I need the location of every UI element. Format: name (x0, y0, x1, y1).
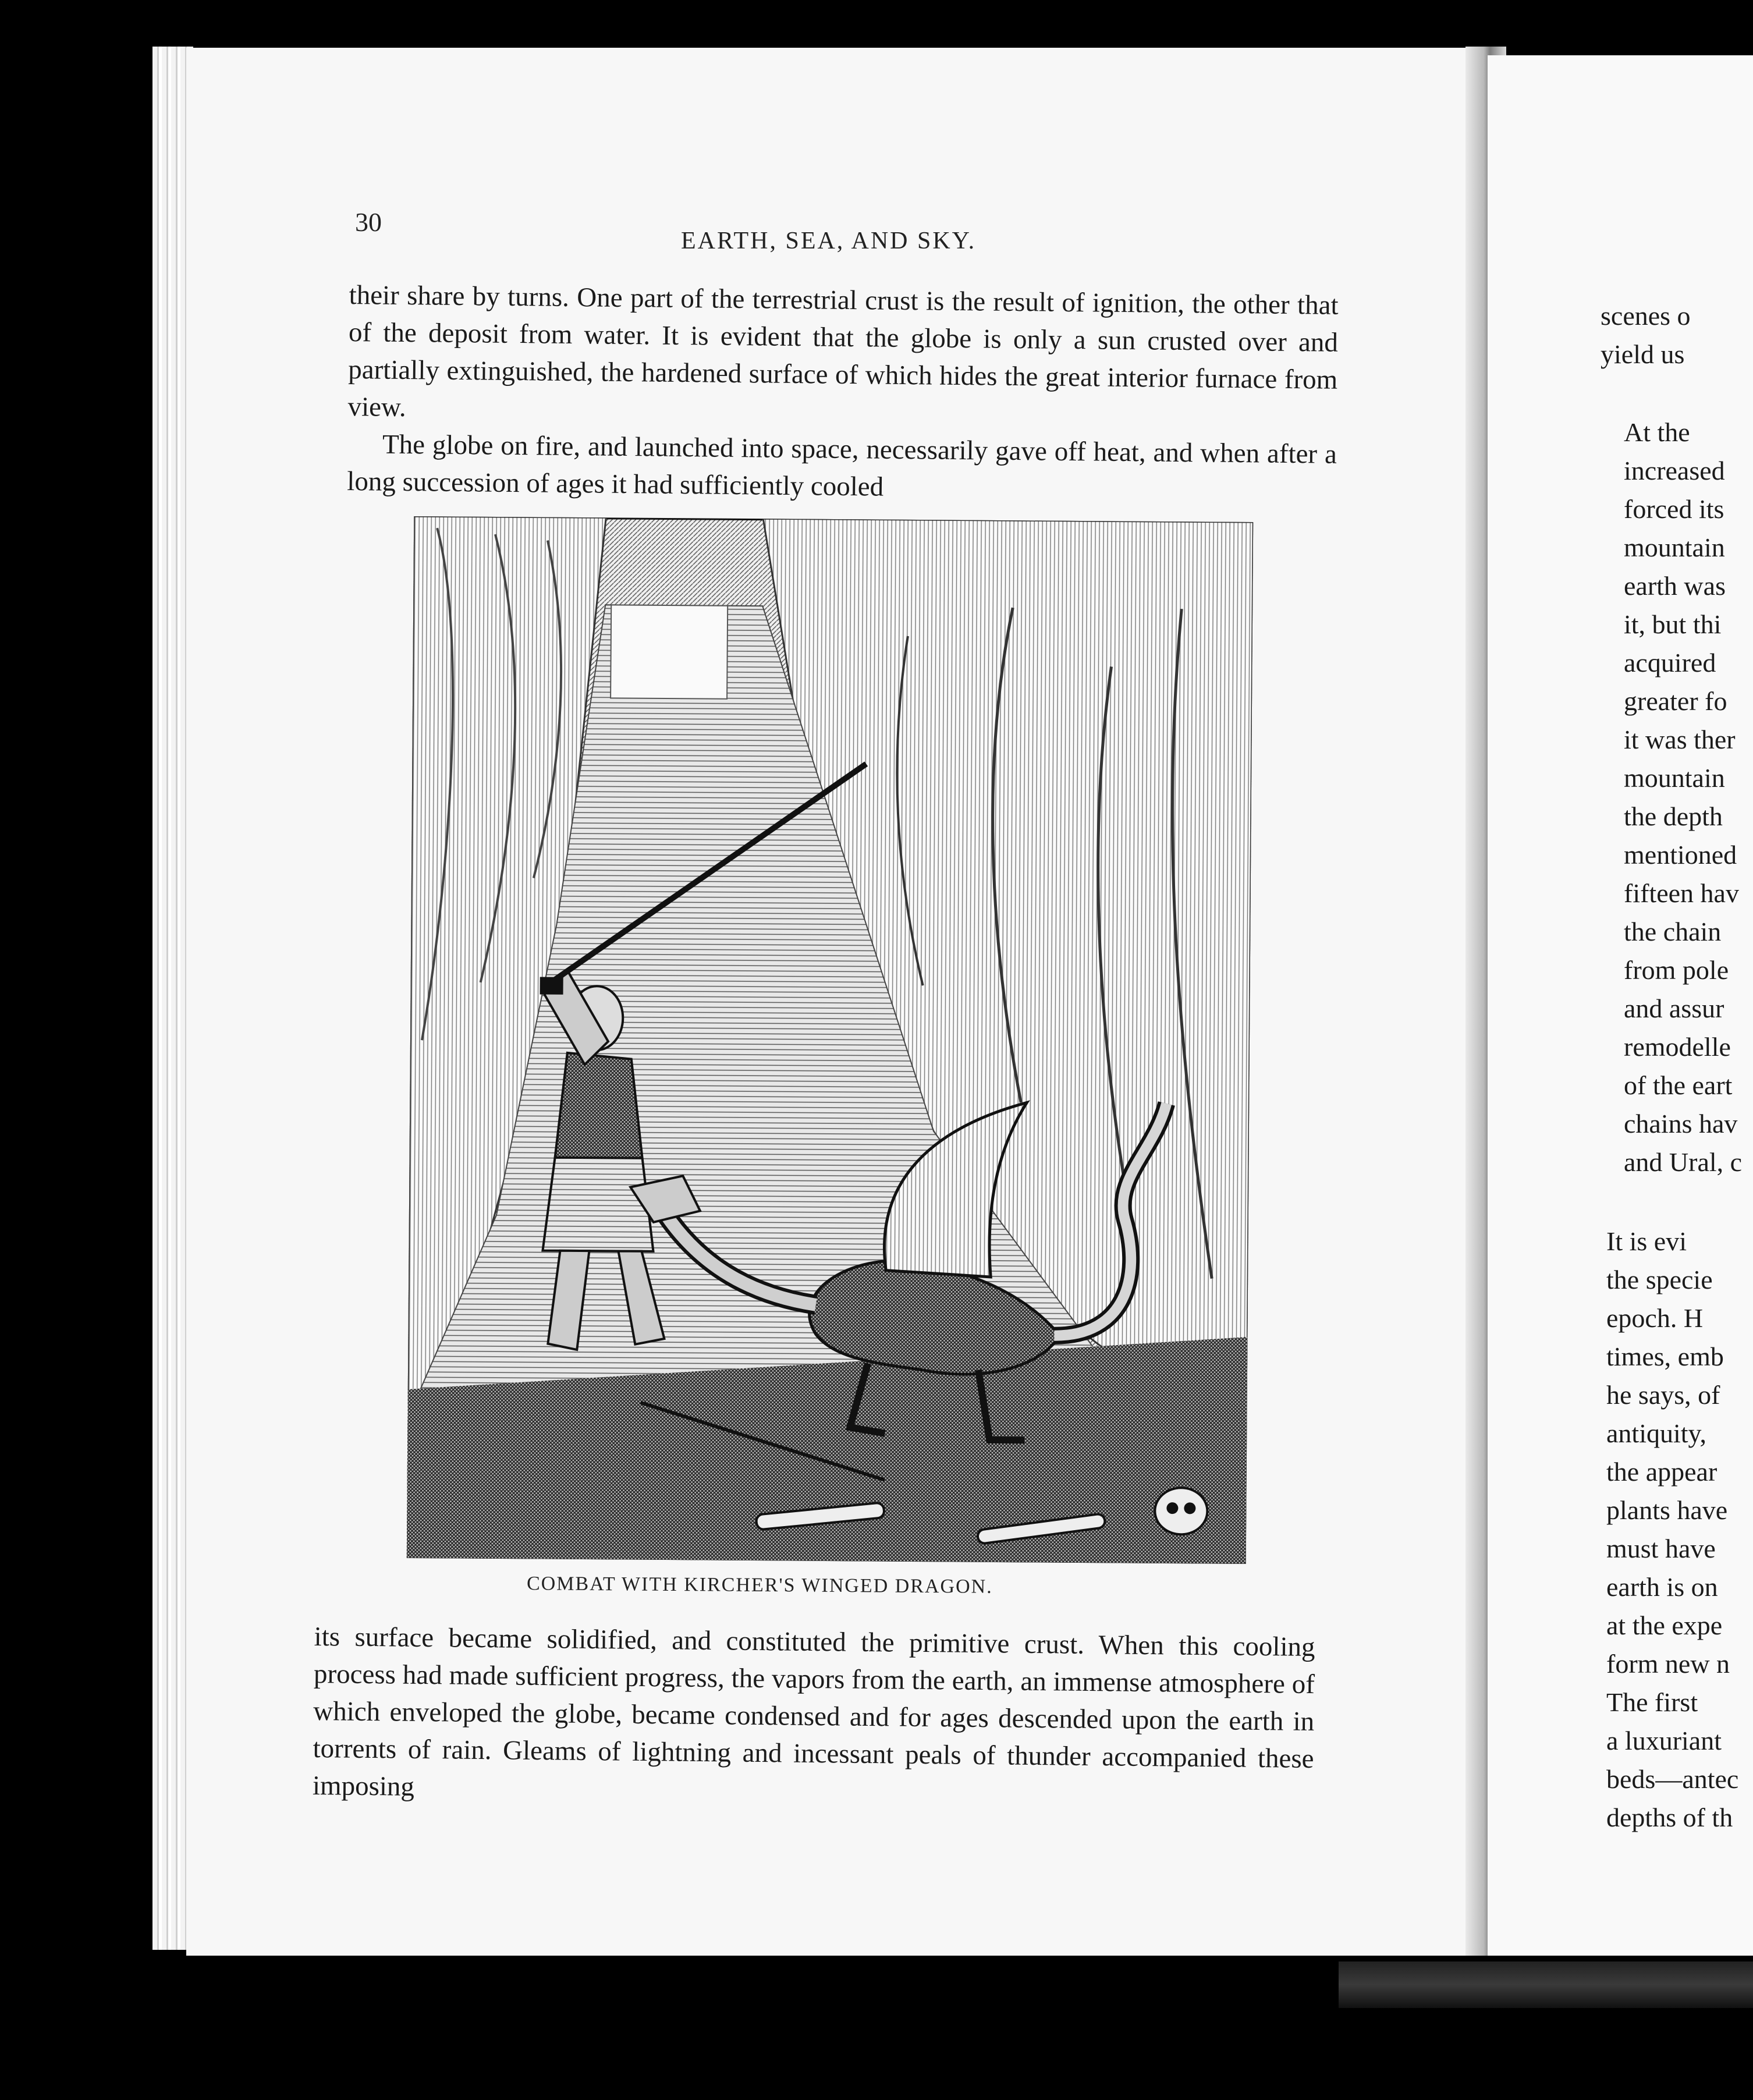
right-line: earth is on (1606, 1572, 1718, 1602)
right-line: the specie (1606, 1265, 1713, 1294)
right-line: and Ural, c (1624, 1147, 1743, 1177)
right-line: times, emb (1606, 1342, 1724, 1371)
text-top (347, 276, 1339, 510)
book-cover-edge (1339, 1961, 1753, 2008)
right-line: form new n (1606, 1649, 1730, 1679)
right-line: at the expe (1606, 1611, 1723, 1640)
right-line: fifteen hav (1624, 878, 1739, 908)
running-head: EARTH, SEA, AND SKY. (681, 228, 977, 254)
right-line: it, but thi (1624, 609, 1722, 639)
right-line: mountain (1624, 763, 1725, 793)
right-line: it was ther (1624, 725, 1736, 754)
right-line: the appear (1606, 1457, 1717, 1487)
right-line: epoch. H (1606, 1303, 1704, 1333)
right-line: antiquity, (1606, 1418, 1707, 1448)
illustration-caption: COMBAT WITH KIRCHER'S WINGED DRAGON. (526, 1573, 993, 1598)
right-line: he says, of (1606, 1380, 1720, 1410)
right-line: scenes o (1601, 301, 1691, 331)
right-line: plants have (1606, 1495, 1728, 1525)
right-line: the depth (1624, 801, 1723, 831)
text-bottom (313, 1618, 1315, 1815)
right-line: depths of th (1606, 1803, 1733, 1832)
paragraph-2: The globe on fire, and launched into space, necessarily gave off heat, and when after a long succession of ages it had sufficiently cooled (347, 429, 1337, 502)
page-number: 30 (355, 207, 382, 237)
right-line: The first (1606, 1687, 1698, 1717)
right-line: a luxuriant (1606, 1726, 1722, 1755)
right-line: At the (1624, 417, 1690, 447)
right-page-text-group-2 (1624, 413, 1753, 1182)
right-line: increased (1624, 456, 1725, 485)
right-line: beds—antec (1606, 1764, 1739, 1794)
right-line: It is evi (1606, 1226, 1687, 1256)
engraving-illustration (407, 516, 1253, 1564)
right-line: greater fo (1624, 686, 1727, 716)
right-line: forced its (1624, 494, 1724, 524)
right-page-text-group-1 (1601, 297, 1753, 374)
right-line: of the eart (1624, 1070, 1733, 1100)
right-page-text-group-3 (1606, 1222, 1753, 1837)
right-line: the chain (1624, 917, 1722, 946)
right-line: from pole (1624, 955, 1729, 985)
right-line: and assur (1624, 994, 1724, 1023)
paragraph-3: its surface became solidified, and constituted the primitive crust. When this cooling process had made sufficient progress, the vapors from the earth, an immense atmosphere of which enveloped the globe, became condensed and for ages descended upon the earth in torrents of rain. Gleams of lightning and incessant peals of thunder accompanied these imposing (312, 1621, 1315, 1802)
right-line: yield us (1601, 339, 1685, 369)
right-line: acquired (1624, 648, 1716, 677)
right-line: mountain (1624, 533, 1725, 562)
paragraph-1: their share by turns. One part of the terrestrial crust is the result of ignition, the other that of the deposit from water. It is evident that the globe is only a sun crusted over and partially extinguished, the hardened surface of which hides the great interior furnace from view. (347, 279, 1339, 423)
right-line: mentioned (1624, 840, 1737, 870)
right-line: must have (1606, 1534, 1716, 1563)
right-line: remodelle (1624, 1032, 1731, 1062)
right-line: chains hav (1624, 1109, 1738, 1138)
right-line: earth was (1624, 571, 1726, 601)
